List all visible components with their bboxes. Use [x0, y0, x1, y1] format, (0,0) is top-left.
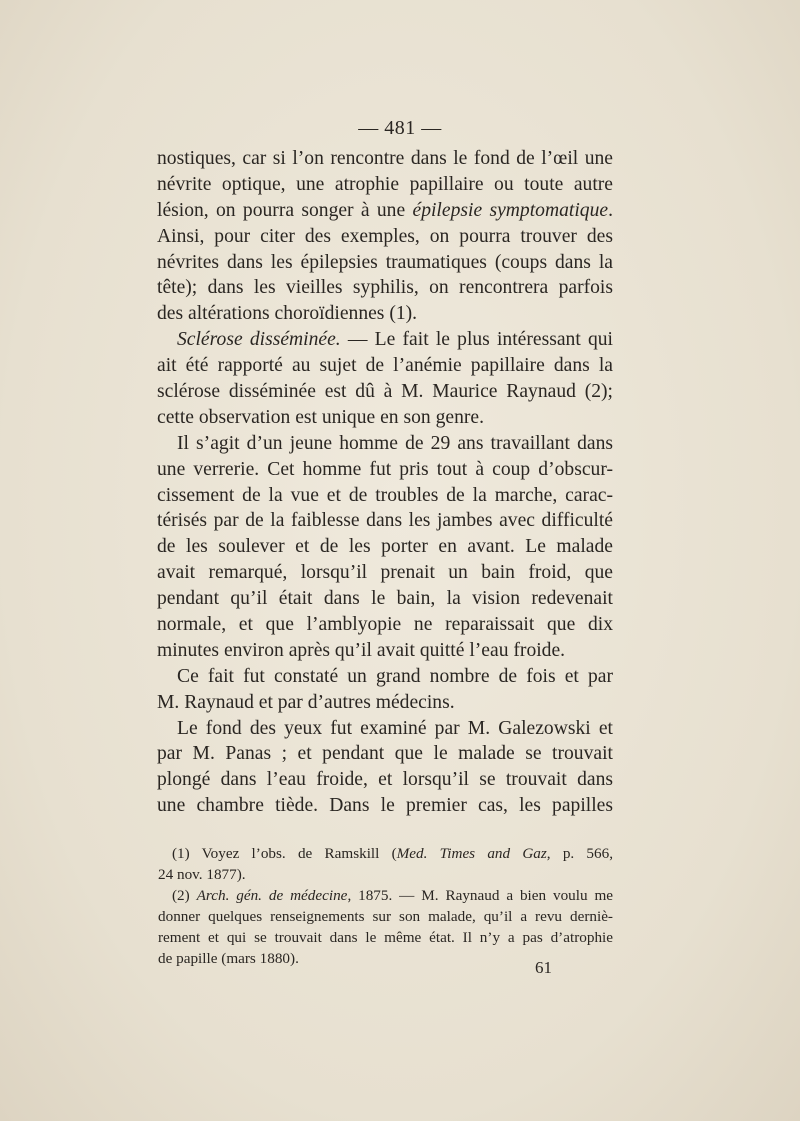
body-line: une verrerie. Cet homme fut pris tout à coup d’obscur-	[157, 458, 613, 480]
footnotes	[158, 843, 613, 969]
footnote-line: 24 nov. 1877).	[158, 866, 246, 883]
italic-text: Med. Times and Gaz	[396, 845, 547, 862]
body-line: une chambre tiède. Dans le premier cas, les papilles	[157, 795, 613, 817]
footnote-line: (2) Arch. gén. de médecine, 1875. — M. Raynaud a bien voulu me	[172, 887, 614, 904]
body-line: lésion, on pourra songer à une épilepsie symptomatique.	[157, 199, 613, 221]
footnote-line: donner quelques renseignements sur son malade, qu’il a revu derniè-	[158, 908, 613, 925]
body-line: Le fond des yeux fut examiné par M. Galezowski et	[177, 717, 613, 739]
body-line: des altérations choroïdiennes (1).	[157, 303, 418, 325]
body-line: Il s’agit d’un jeune homme de 29 ans travaillant dans	[177, 432, 613, 454]
page-number: — 481 —	[358, 117, 442, 139]
body-line: nostiques, car si l’on rencontre dans le fond de l’œil une	[157, 148, 613, 169]
body-line: de les soulever et de les porter en avant. Le malade	[157, 536, 613, 558]
body-line: pendant qu’il était dans le bain, la vision redevenait	[157, 588, 613, 610]
body-line: M. Raynaud et par d’autres médecins.	[157, 691, 455, 713]
body-line: Ainsi, pour citer des exemples, on pourra trouver des	[157, 225, 613, 247]
body-line: avait remarqué, lorsqu’il prenait un bain froid, que	[157, 562, 613, 584]
body-line: térisés par de la faiblesse dans les jambes avec difficulté	[157, 510, 613, 532]
footnote-line: (1) Voyez l’obs. de Ramskill (Med. Times and Gaz, p. 566,	[172, 845, 614, 862]
body-line: névrites dans les épilepsies traumatiques (coups dans la	[157, 251, 613, 273]
body-line: cette observation est unique en son genre.	[157, 406, 484, 428]
body-text	[157, 146, 613, 819]
body-line: Ce fait fut constaté un grand nombre de fois et par	[177, 665, 613, 687]
body-line: plongé dans l’eau froide, et lorsqu’il se trouvait dans	[157, 769, 613, 791]
body-line: Sclérose disséminée. — Le fait le plus intéressant qui	[177, 329, 614, 351]
italic-text: Sclérose disséminée.	[177, 329, 341, 351]
italic-text: Arch. gén. de médecine	[196, 887, 348, 904]
italic-text: épilepsie symptomatique	[412, 199, 609, 221]
body-line: tête); dans les vieilles syphilis, on rencontrera parfois	[157, 277, 613, 299]
footnote-line: de papille (mars 1880).	[158, 950, 299, 967]
footnote-line: rement et qui se trouvait dans le même état. Il n’y a pas d’atrophie	[158, 929, 613, 946]
body-line: normale, et que l’amblyopie ne reparaissait que dix	[157, 614, 613, 636]
body-line: cissement de la vue et de troubles de la marche, carac-	[157, 484, 613, 506]
body-line: sclérose disséminée est dû à M. Maurice Raynaud (2);	[157, 381, 613, 403]
body-line: ait été rapporté au sujet de l’anémie papillaire dans la	[157, 355, 613, 377]
signature-mark: 61	[535, 958, 552, 977]
body-line: névrite optique, une atrophie papillaire ou toute autre	[157, 173, 613, 195]
body-line: par M. Panas ; et pendant que le malade se trouvait	[157, 743, 613, 765]
body-line: minutes environ après qu’il avait quitté l’eau froide.	[157, 639, 566, 661]
